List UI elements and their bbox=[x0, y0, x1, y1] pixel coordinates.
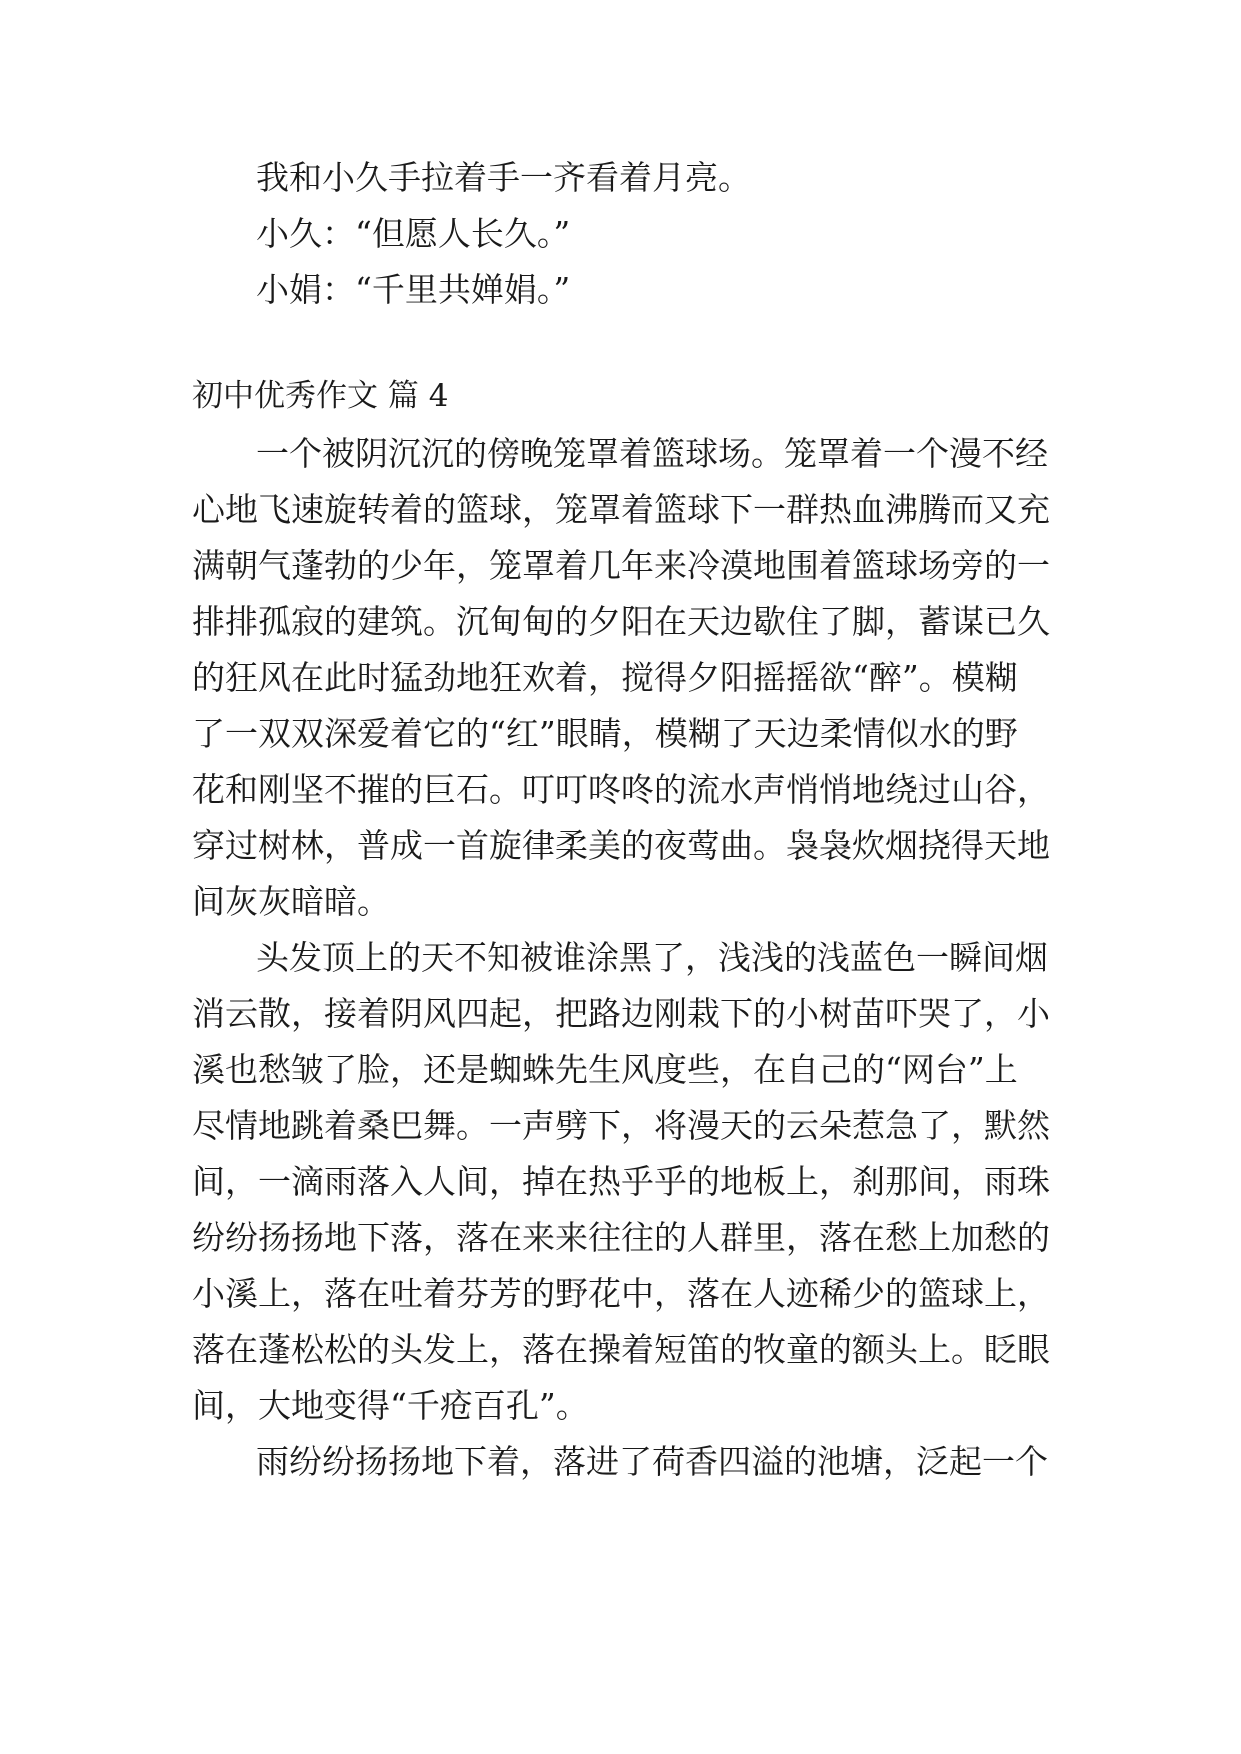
dialogue-line-2: 小久：“但愿人长久。” bbox=[256, 214, 571, 253]
paragraph-line: 心地飞速旋转着的篮球，笼罩着篮球下一群热血沸腾而又充 bbox=[192, 490, 1050, 529]
paragraph-line: 穿过树林，普成一首旋律柔美的夜莺曲。袅袅炊烟挠得天地 bbox=[192, 826, 1050, 865]
paragraph-line: 雨纷纷扬扬地下着，落进了荷香四溢的池塘，泛起一个 bbox=[256, 1442, 1048, 1481]
paragraph-line: 溪也愁皱了脸，还是蜘蛛先生风度些，在自己的“网台”上 bbox=[192, 1050, 1018, 1089]
dialogue-block bbox=[192, 150, 1062, 318]
paragraph-2 bbox=[192, 930, 1062, 1434]
dialogue-line-3: 小娟：“千里共婵娟。” bbox=[256, 270, 571, 309]
paragraph-line: 了一双双深爱着它的“红”眼睛，模糊了天边柔情似水的野 bbox=[192, 714, 1018, 753]
dialogue-line-1: 我和小久手拉着手一齐看着月亮。 bbox=[256, 158, 751, 197]
paragraph-line: 花和刚坚不摧的巨石。叮叮咚咚的流水声悄悄地绕过山谷， bbox=[192, 770, 1050, 809]
paragraph-line: 落在蓬松松的头发上，落在操着短笛的牧童的额头上。眨眼 bbox=[192, 1330, 1050, 1369]
paragraph-line: 排排孤寂的建筑。沉甸甸的夕阳在天边歇住了脚，蓄谋已久 bbox=[192, 602, 1050, 641]
paragraph-line: 间，一滴雨落入人间，掉在热乎乎的地板上，刹那间，雨珠 bbox=[192, 1162, 1050, 1201]
paragraph-line: 纷纷扬扬地下落，落在来来往往的人群里，落在愁上加愁的 bbox=[192, 1218, 1050, 1257]
paragraph-line: 小溪上，落在吐着芬芳的野花中，落在人迹稀少的篮球上， bbox=[192, 1274, 1050, 1313]
paragraph-line: 消云散，接着阴风四起，把路边刚栽下的小树苗吓哭了，小 bbox=[192, 994, 1050, 1033]
paragraph-line: 的狂风在此时猛劲地狂欢着，搅得夕阳摇摇欲“醉”。模糊 bbox=[192, 658, 1018, 697]
paragraph-line: 头发顶上的天不知被谁涂黑了，浅浅的浅蓝色一瞬间烟 bbox=[256, 938, 1048, 977]
paragraph-line: 满朝气蓬勃的少年，笼罩着几年来冷漠地围着篮球场旁的一 bbox=[192, 546, 1050, 585]
paragraph-3 bbox=[192, 1434, 1062, 1490]
paragraph-1 bbox=[192, 426, 1062, 930]
paragraph-line: 间灰灰暗暗。 bbox=[192, 882, 390, 921]
paragraph-line: 间，大地变得“千疮百孔”。 bbox=[192, 1386, 589, 1425]
section-heading: 初中优秀作文 篇 4 bbox=[192, 378, 449, 414]
paragraph-line: 尽情地跳着桑巴舞。一声劈下，将漫天的云朵惹急了，默然 bbox=[192, 1106, 1050, 1145]
document-page bbox=[192, 150, 1062, 1490]
paragraph-line: 一个被阴沉沉的傍晚笼罩着篮球场。笼罩着一个漫不经 bbox=[256, 434, 1048, 473]
